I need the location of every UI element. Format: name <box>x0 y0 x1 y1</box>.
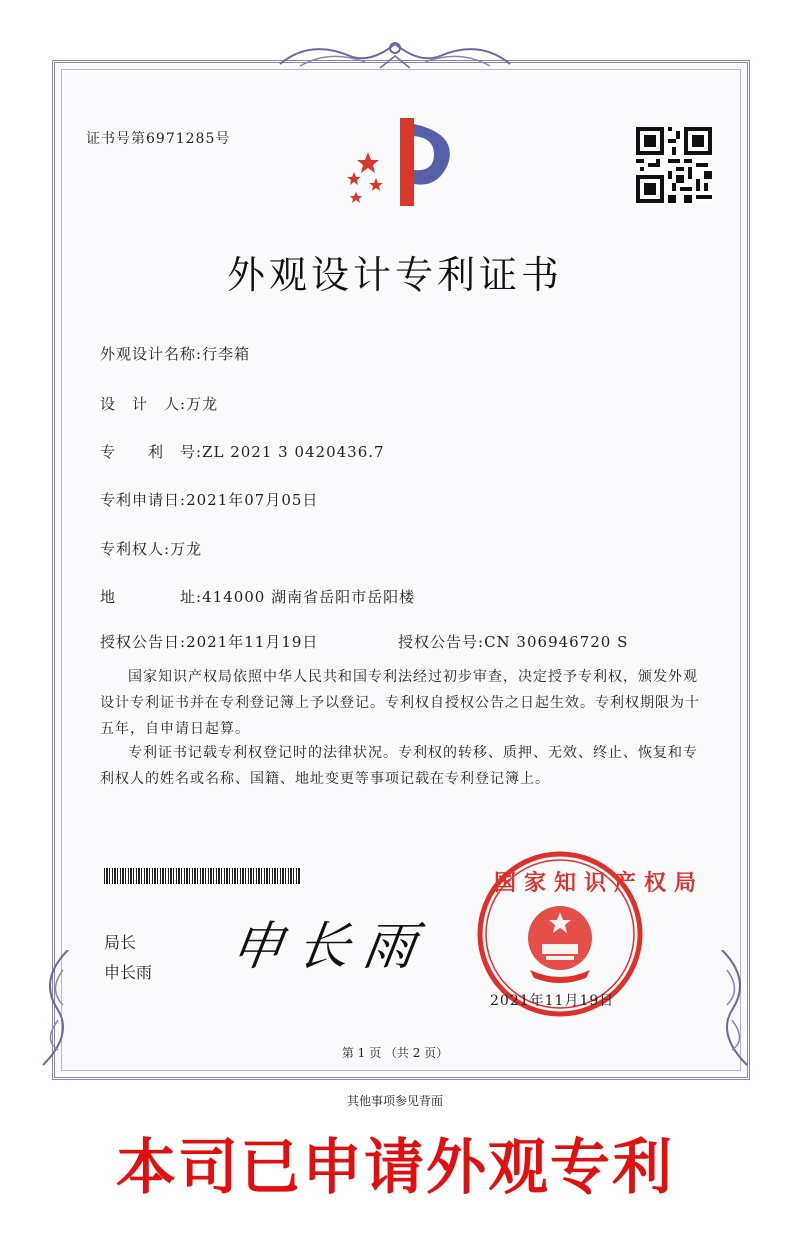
grant-date-value: 2021年11月19日 <box>186 633 319 651</box>
other-matters-note: 其他事项参见背面 <box>346 1094 443 1108</box>
field-address <box>100 586 415 607</box>
seal-text: 国家知识产权局 <box>494 870 705 896</box>
certificate-number: 证书号第6971285号 <box>86 131 231 147</box>
certificate-title: 外观设计专利证书 <box>226 253 563 297</box>
handwritten-signature: 申长雨 <box>227 917 434 977</box>
patent-office-logo-icon <box>338 114 468 214</box>
paragraph-legal-status: 专利证书记载专利权登记时的法律状况。专利权的转移、质押、无效、终止、恢复和专利权人的姓名或名称、国籍、地址变更等事项记载在专利登记簿上。 <box>100 745 698 787</box>
designer-label: 设 计 人: <box>100 395 187 413</box>
address-label: 地 址: <box>100 588 203 606</box>
paragraph-grant-decision: 国家知识产权局依照中华人民共和国专利法经过初步审查，决定授予专利权，颁发外观设计专利证书并在专利登记簿上予以登记。专利权自授权公告之日起生效。专利权期限为十五年，自申请日起算。 <box>100 669 700 737</box>
filing-date-label: 专利申请日: <box>100 491 187 509</box>
page-number: 第 1 页 （共 2 页） <box>341 1046 449 1060</box>
address-value: 414000 湖南省岳阳市岳阳楼 <box>202 588 416 606</box>
signature-title: 局长 <box>104 933 137 952</box>
field-design-name <box>100 343 250 364</box>
grant-date-label: 授权公告日: <box>100 633 187 651</box>
barcode-icon <box>104 868 300 884</box>
filing-date-value: 2021年07月05日 <box>186 491 319 509</box>
field-patent-number <box>100 441 385 462</box>
field-designer <box>100 393 218 414</box>
patent-owner-value: 万龙 <box>170 540 203 558</box>
patent-applied-banner: 本司已申请外观专利 <box>116 1133 674 1203</box>
field-grant-number <box>398 631 628 652</box>
grant-number-label: 授权公告号: <box>398 633 485 651</box>
field-filing-date <box>100 489 318 510</box>
designer-value: 万龙 <box>186 395 219 413</box>
top-ornament-icon <box>270 34 520 74</box>
qr-code-icon <box>636 127 712 203</box>
design-name-label: 外观设计名称: <box>100 345 203 363</box>
patent-number-label: 专 利 号: <box>100 443 203 461</box>
field-patent-owner <box>100 538 202 559</box>
patent-number-value: ZL 2021 3 0420436.7 <box>202 443 385 461</box>
grant-number-value: CN 306946720 S <box>484 633 629 651</box>
signature-name: 申长雨 <box>104 963 153 982</box>
patent-owner-label: 专利权人: <box>100 540 171 558</box>
design-name-value: 行李箱 <box>202 345 251 363</box>
field-grant-date <box>100 631 318 652</box>
seal-date: 2021年11月19日 <box>490 993 615 1009</box>
